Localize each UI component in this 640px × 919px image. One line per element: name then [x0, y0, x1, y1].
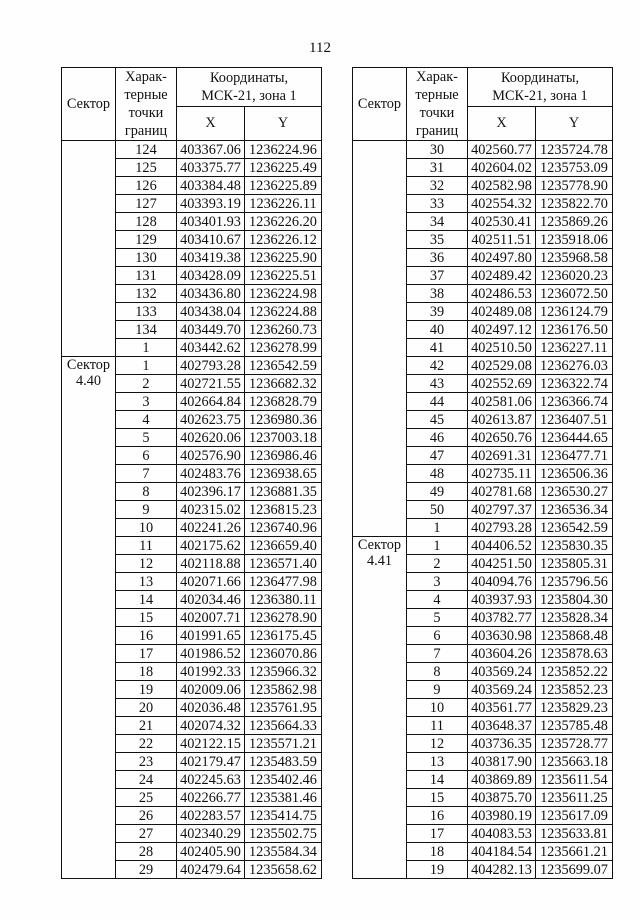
header-coordinates-line: МСК-21, зона 1 — [201, 87, 297, 104]
y-coordinate-cell: 1235664.33 — [245, 717, 322, 735]
point-number-cell: 29 — [116, 861, 177, 879]
point-number-cell: 14 — [407, 771, 468, 789]
y-coordinate-cell: 1236278.99 — [245, 339, 322, 357]
point-number-cell: 31 — [407, 159, 468, 177]
y-coordinate-cell: 1235617.09 — [536, 807, 613, 825]
header-x: X — [468, 106, 536, 140]
header-coordinates — [177, 68, 322, 107]
header-points-line: точки — [419, 105, 455, 121]
y-coordinate-cell: 1235661.21 — [536, 843, 613, 861]
y-coordinate-cell: 1236224.88 — [245, 303, 322, 321]
page-number: 112 — [309, 40, 331, 56]
header-coordinates-line: Координаты, — [209, 69, 289, 86]
point-number-cell: 42 — [407, 357, 468, 375]
x-coordinate-cell: 404282.13 — [468, 861, 536, 879]
y-coordinate-cell: 1235868.48 — [536, 627, 613, 645]
point-number-cell: 36 — [407, 249, 468, 267]
sector-label-line: Сектор — [357, 537, 402, 553]
x-coordinate-cell: 402074.32 — [177, 717, 245, 735]
y-coordinate-cell: 1235728.77 — [536, 735, 613, 753]
x-coordinate-cell: 402489.08 — [468, 303, 536, 321]
x-coordinate-cell: 404184.54 — [468, 843, 536, 861]
y-coordinate-cell: 1236477.98 — [245, 573, 322, 591]
y-coordinate-cell: 1235699.07 — [536, 861, 613, 879]
x-coordinate-cell: 402315.02 — [177, 501, 245, 519]
y-coordinate-cell: 1236542.59 — [245, 357, 322, 375]
point-number-cell: 32 — [407, 177, 468, 195]
x-coordinate-cell: 403442.62 — [177, 339, 245, 357]
y-coordinate-cell: 1236225.90 — [245, 249, 322, 267]
y-coordinate-cell: 1236407.51 — [536, 411, 613, 429]
y-coordinate-cell: 1235862.98 — [245, 681, 322, 699]
header-points — [116, 68, 177, 141]
x-coordinate-cell: 403782.77 — [468, 609, 536, 627]
point-number-cell: 124 — [116, 141, 177, 159]
x-coordinate-cell: 402781.68 — [468, 483, 536, 501]
point-number-cell: 39 — [407, 303, 468, 321]
x-coordinate-cell: 404083.53 — [468, 825, 536, 843]
x-coordinate-cell: 404251.50 — [468, 555, 536, 573]
header-points-line: терные — [124, 87, 168, 103]
y-coordinate-cell: 1236444.65 — [536, 429, 613, 447]
x-coordinate-cell: 401991.65 — [177, 627, 245, 645]
point-number-cell: 3 — [407, 573, 468, 591]
y-coordinate-cell: 1236227.11 — [536, 339, 613, 357]
point-number-cell: 21 — [116, 717, 177, 735]
point-number-cell: 11 — [407, 717, 468, 735]
y-coordinate-cell: 1236070.86 — [245, 645, 322, 663]
table-row — [62, 141, 322, 159]
x-coordinate-cell: 402530.41 — [468, 213, 536, 231]
y-coordinate-cell: 1236659.40 — [245, 537, 322, 555]
y-coordinate-cell: 1235502.75 — [245, 825, 322, 843]
point-number-cell: 131 — [116, 267, 177, 285]
header-y: Y — [536, 106, 613, 140]
y-coordinate-cell: 1235796.56 — [536, 573, 613, 591]
x-coordinate-cell: 403384.48 — [177, 177, 245, 195]
point-number-cell: 33 — [407, 195, 468, 213]
y-coordinate-cell: 1236260.73 — [245, 321, 322, 339]
point-number-cell: 17 — [407, 825, 468, 843]
point-number-cell: 13 — [407, 753, 468, 771]
point-number-cell: 10 — [116, 519, 177, 537]
point-number-cell: 12 — [116, 555, 177, 573]
header-coordinates — [468, 68, 613, 107]
y-coordinate-cell: 1235805.31 — [536, 555, 613, 573]
x-coordinate-cell: 402664.84 — [177, 393, 245, 411]
x-coordinate-cell: 403937.93 — [468, 591, 536, 609]
x-coordinate-cell: 402582.98 — [468, 177, 536, 195]
y-coordinate-cell: 1236124.79 — [536, 303, 613, 321]
x-coordinate-cell: 402511.51 — [468, 231, 536, 249]
y-coordinate-cell: 1236881.35 — [245, 483, 322, 501]
point-number-cell: 25 — [116, 789, 177, 807]
y-coordinate-cell: 1235785.48 — [536, 717, 613, 735]
x-coordinate-cell: 402613.87 — [468, 411, 536, 429]
point-number-cell: 26 — [116, 807, 177, 825]
point-number-cell: 2 — [116, 375, 177, 393]
point-number-cell: 5 — [407, 609, 468, 627]
y-coordinate-cell: 1235633.81 — [536, 825, 613, 843]
point-number-cell: 24 — [116, 771, 177, 789]
point-number-cell: 35 — [407, 231, 468, 249]
point-number-cell: 43 — [407, 375, 468, 393]
x-coordinate-cell: 403375.77 — [177, 159, 245, 177]
point-number-cell: 1 — [116, 357, 177, 375]
point-number-cell: 133 — [116, 303, 177, 321]
point-number-cell: 7 — [116, 465, 177, 483]
x-coordinate-cell: 402179.47 — [177, 753, 245, 771]
header-y: Y — [245, 106, 322, 140]
x-coordinate-cell: 402529.08 — [468, 357, 536, 375]
x-coordinate-cell: 402560.77 — [468, 141, 536, 159]
x-coordinate-cell: 403401.93 — [177, 213, 245, 231]
point-number-cell: 46 — [407, 429, 468, 447]
x-coordinate-cell: 402071.66 — [177, 573, 245, 591]
x-coordinate-cell: 402793.28 — [177, 357, 245, 375]
y-coordinate-cell: 1236176.50 — [536, 321, 613, 339]
y-coordinate-cell: 1235571.21 — [245, 735, 322, 753]
y-coordinate-cell: 1235852.22 — [536, 663, 613, 681]
x-coordinate-cell: 403561.77 — [468, 699, 536, 717]
x-coordinate-cell: 402510.50 — [468, 339, 536, 357]
x-coordinate-cell: 402620.06 — [177, 429, 245, 447]
point-number-cell: 8 — [407, 663, 468, 681]
point-number-cell: 15 — [116, 609, 177, 627]
header-points-line: границ — [124, 123, 168, 139]
y-coordinate-cell: 1236380.11 — [245, 591, 322, 609]
y-coordinate-cell: 1236571.40 — [245, 555, 322, 573]
x-coordinate-cell: 402797.37 — [468, 501, 536, 519]
y-coordinate-cell: 1235804.30 — [536, 591, 613, 609]
x-coordinate-cell: 403569.24 — [468, 663, 536, 681]
point-number-cell: 5 — [116, 429, 177, 447]
table-row — [353, 537, 613, 555]
point-number-cell: 1 — [116, 339, 177, 357]
x-coordinate-cell: 402721.55 — [177, 375, 245, 393]
x-coordinate-cell: 403875.70 — [468, 789, 536, 807]
x-coordinate-cell: 403410.67 — [177, 231, 245, 249]
x-coordinate-cell: 402175.62 — [177, 537, 245, 555]
point-number-cell: 129 — [116, 231, 177, 249]
x-coordinate-cell: 403604.26 — [468, 645, 536, 663]
point-number-cell: 4 — [407, 591, 468, 609]
point-number-cell: 126 — [116, 177, 177, 195]
point-number-cell: 1 — [407, 519, 468, 537]
point-number-cell: 30 — [407, 141, 468, 159]
y-coordinate-cell: 1236536.34 — [536, 501, 613, 519]
y-coordinate-cell: 1236226.12 — [245, 231, 322, 249]
y-coordinate-cell: 1236986.46 — [245, 447, 322, 465]
point-number-cell: 12 — [407, 735, 468, 753]
x-coordinate-cell: 402486.53 — [468, 285, 536, 303]
y-coordinate-cell: 1236980.36 — [245, 411, 322, 429]
x-coordinate-cell: 402283.57 — [177, 807, 245, 825]
y-coordinate-cell: 1235968.58 — [536, 249, 613, 267]
x-coordinate-cell: 402340.29 — [177, 825, 245, 843]
y-coordinate-cell: 1236530.27 — [536, 483, 613, 501]
x-coordinate-cell: 402604.02 — [468, 159, 536, 177]
sector-cell — [62, 141, 116, 357]
point-number-cell: 2 — [407, 555, 468, 573]
header-sector: Сектор — [62, 68, 116, 141]
y-coordinate-cell: 1236175.45 — [245, 627, 322, 645]
point-number-cell: 23 — [116, 753, 177, 771]
y-coordinate-cell: 1235753.09 — [536, 159, 613, 177]
x-coordinate-cell: 403980.19 — [468, 807, 536, 825]
y-coordinate-cell: 1236322.74 — [536, 375, 613, 393]
header-coordinates-line: Координаты, — [500, 69, 580, 86]
coordinates-table-left — [61, 67, 322, 879]
y-coordinate-cell: 1236740.96 — [245, 519, 322, 537]
point-number-cell: 48 — [407, 465, 468, 483]
x-coordinate-cell: 402735.11 — [468, 465, 536, 483]
x-coordinate-cell: 402581.06 — [468, 393, 536, 411]
x-coordinate-cell: 402552.69 — [468, 375, 536, 393]
x-coordinate-cell: 402396.17 — [177, 483, 245, 501]
point-number-cell: 18 — [116, 663, 177, 681]
point-number-cell: 10 — [407, 699, 468, 717]
x-coordinate-cell: 402554.32 — [468, 195, 536, 213]
point-number-cell: 38 — [407, 285, 468, 303]
point-number-cell: 16 — [116, 627, 177, 645]
x-coordinate-cell: 403569.24 — [468, 681, 536, 699]
y-coordinate-cell: 1236276.03 — [536, 357, 613, 375]
x-coordinate-cell: 403736.35 — [468, 735, 536, 753]
point-number-cell: 49 — [407, 483, 468, 501]
x-coordinate-cell: 402576.90 — [177, 447, 245, 465]
x-coordinate-cell: 403630.98 — [468, 627, 536, 645]
x-coordinate-cell: 403436.80 — [177, 285, 245, 303]
y-coordinate-cell: 1235778.90 — [536, 177, 613, 195]
point-number-cell: 8 — [116, 483, 177, 501]
y-coordinate-cell: 1236477.71 — [536, 447, 613, 465]
y-coordinate-cell: 1235663.18 — [536, 753, 613, 771]
header-points-line: границ — [415, 123, 459, 139]
header-x: X — [177, 106, 245, 140]
point-number-cell: 132 — [116, 285, 177, 303]
x-coordinate-cell: 402483.76 — [177, 465, 245, 483]
header-points — [407, 68, 468, 141]
y-coordinate-cell: 1236225.51 — [245, 267, 322, 285]
point-number-cell: 11 — [116, 537, 177, 555]
x-coordinate-cell: 401992.33 — [177, 663, 245, 681]
y-coordinate-cell: 1235918.06 — [536, 231, 613, 249]
point-number-cell: 37 — [407, 267, 468, 285]
x-coordinate-cell: 402405.90 — [177, 843, 245, 861]
point-number-cell: 17 — [116, 645, 177, 663]
y-coordinate-cell: 1236225.89 — [245, 177, 322, 195]
point-number-cell: 22 — [116, 735, 177, 753]
sector-cell — [62, 357, 116, 879]
x-coordinate-cell: 403869.89 — [468, 771, 536, 789]
point-number-cell: 7 — [407, 645, 468, 663]
header-points-line: Харак- — [125, 69, 167, 85]
y-coordinate-cell: 1236366.74 — [536, 393, 613, 411]
x-coordinate-cell: 404406.52 — [468, 537, 536, 555]
y-coordinate-cell: 1235966.32 — [245, 663, 322, 681]
y-coordinate-cell: 1236815.23 — [245, 501, 322, 519]
y-coordinate-cell: 1235483.59 — [245, 753, 322, 771]
y-coordinate-cell: 1236828.79 — [245, 393, 322, 411]
point-number-cell: 47 — [407, 447, 468, 465]
y-coordinate-cell: 1235724.78 — [536, 141, 613, 159]
y-coordinate-cell: 1237003.18 — [245, 429, 322, 447]
point-number-cell: 14 — [116, 591, 177, 609]
point-number-cell: 18 — [407, 843, 468, 861]
point-number-cell: 128 — [116, 213, 177, 231]
table-row — [353, 141, 613, 159]
header-points-line: Харак- — [416, 69, 458, 85]
header-points-line: точки — [128, 105, 164, 121]
x-coordinate-cell: 402497.80 — [468, 249, 536, 267]
y-coordinate-cell: 1235822.70 — [536, 195, 613, 213]
sector-label-line: 4.41 — [366, 553, 393, 569]
sector-label-line: 4.40 — [75, 373, 102, 389]
point-number-cell: 50 — [407, 501, 468, 519]
x-coordinate-cell: 403648.37 — [468, 717, 536, 735]
point-number-cell: 41 — [407, 339, 468, 357]
x-coordinate-cell: 402479.64 — [177, 861, 245, 879]
x-coordinate-cell: 402245.63 — [177, 771, 245, 789]
y-coordinate-cell: 1236506.36 — [536, 465, 613, 483]
y-coordinate-cell: 1236072.50 — [536, 285, 613, 303]
y-coordinate-cell: 1235830.35 — [536, 537, 613, 555]
x-coordinate-cell: 402007.71 — [177, 609, 245, 627]
point-number-cell: 3 — [116, 393, 177, 411]
x-coordinate-cell: 403419.38 — [177, 249, 245, 267]
y-coordinate-cell: 1235611.54 — [536, 771, 613, 789]
point-number-cell: 40 — [407, 321, 468, 339]
point-number-cell: 15 — [407, 789, 468, 807]
point-number-cell: 6 — [116, 447, 177, 465]
point-number-cell: 130 — [116, 249, 177, 267]
y-coordinate-cell: 1235584.34 — [245, 843, 322, 861]
y-coordinate-cell: 1235414.75 — [245, 807, 322, 825]
y-coordinate-cell: 1235869.26 — [536, 213, 613, 231]
x-coordinate-cell: 402266.77 — [177, 789, 245, 807]
point-number-cell: 1 — [407, 537, 468, 555]
y-coordinate-cell: 1236938.65 — [245, 465, 322, 483]
point-number-cell: 27 — [116, 825, 177, 843]
x-coordinate-cell: 402036.48 — [177, 699, 245, 717]
x-coordinate-cell: 402793.28 — [468, 519, 536, 537]
x-coordinate-cell: 404094.76 — [468, 573, 536, 591]
point-number-cell: 20 — [116, 699, 177, 717]
point-number-cell: 19 — [116, 681, 177, 699]
y-coordinate-cell: 1235402.46 — [245, 771, 322, 789]
x-coordinate-cell: 403428.09 — [177, 267, 245, 285]
point-number-cell: 125 — [116, 159, 177, 177]
y-coordinate-cell: 1236226.11 — [245, 195, 322, 213]
x-coordinate-cell: 402034.46 — [177, 591, 245, 609]
point-number-cell: 13 — [116, 573, 177, 591]
x-coordinate-cell: 402122.15 — [177, 735, 245, 753]
x-coordinate-cell: 403817.90 — [468, 753, 536, 771]
point-number-cell: 28 — [116, 843, 177, 861]
point-number-cell: 134 — [116, 321, 177, 339]
y-coordinate-cell: 1236278.90 — [245, 609, 322, 627]
y-coordinate-cell: 1235828.34 — [536, 609, 613, 627]
y-coordinate-cell: 1235611.25 — [536, 789, 613, 807]
x-coordinate-cell: 402009.06 — [177, 681, 245, 699]
x-coordinate-cell: 402497.12 — [468, 321, 536, 339]
sector-label-line: Сектор — [66, 357, 111, 373]
point-number-cell: 19 — [407, 861, 468, 879]
sector-cell — [353, 141, 407, 537]
point-number-cell: 9 — [116, 501, 177, 519]
y-coordinate-cell: 1235852.23 — [536, 681, 613, 699]
sector-cell — [353, 537, 407, 879]
x-coordinate-cell: 403438.04 — [177, 303, 245, 321]
y-coordinate-cell: 1236226.20 — [245, 213, 322, 231]
point-number-cell: 45 — [407, 411, 468, 429]
y-coordinate-cell: 1236020.23 — [536, 267, 613, 285]
point-number-cell: 6 — [407, 627, 468, 645]
y-coordinate-cell: 1235658.62 — [245, 861, 322, 879]
header-points-line: терные — [415, 87, 459, 103]
y-coordinate-cell: 1236542.59 — [536, 519, 613, 537]
y-coordinate-cell: 1235829.23 — [536, 699, 613, 717]
x-coordinate-cell: 402489.42 — [468, 267, 536, 285]
point-number-cell: 34 — [407, 213, 468, 231]
point-number-cell: 9 — [407, 681, 468, 699]
x-coordinate-cell: 402241.26 — [177, 519, 245, 537]
point-number-cell: 4 — [116, 411, 177, 429]
point-number-cell: 16 — [407, 807, 468, 825]
y-coordinate-cell: 1235878.63 — [536, 645, 613, 663]
point-number-cell: 44 — [407, 393, 468, 411]
x-coordinate-cell: 401986.52 — [177, 645, 245, 663]
x-coordinate-cell: 402691.31 — [468, 447, 536, 465]
table-row — [62, 357, 322, 375]
y-coordinate-cell: 1235381.46 — [245, 789, 322, 807]
x-coordinate-cell: 403449.70 — [177, 321, 245, 339]
y-coordinate-cell: 1236224.98 — [245, 285, 322, 303]
x-coordinate-cell: 402650.76 — [468, 429, 536, 447]
y-coordinate-cell: 1236225.49 — [245, 159, 322, 177]
x-coordinate-cell: 403393.19 — [177, 195, 245, 213]
y-coordinate-cell: 1235761.95 — [245, 699, 322, 717]
header-coordinates-line: МСК-21, зона 1 — [492, 87, 588, 104]
x-coordinate-cell: 402118.88 — [177, 555, 245, 573]
x-coordinate-cell: 403367.06 — [177, 141, 245, 159]
coordinates-table-right — [352, 67, 613, 879]
point-number-cell: 127 — [116, 195, 177, 213]
y-coordinate-cell: 1236224.96 — [245, 141, 322, 159]
header-sector: Сектор — [353, 68, 407, 141]
x-coordinate-cell: 402623.75 — [177, 411, 245, 429]
y-coordinate-cell: 1236682.32 — [245, 375, 322, 393]
